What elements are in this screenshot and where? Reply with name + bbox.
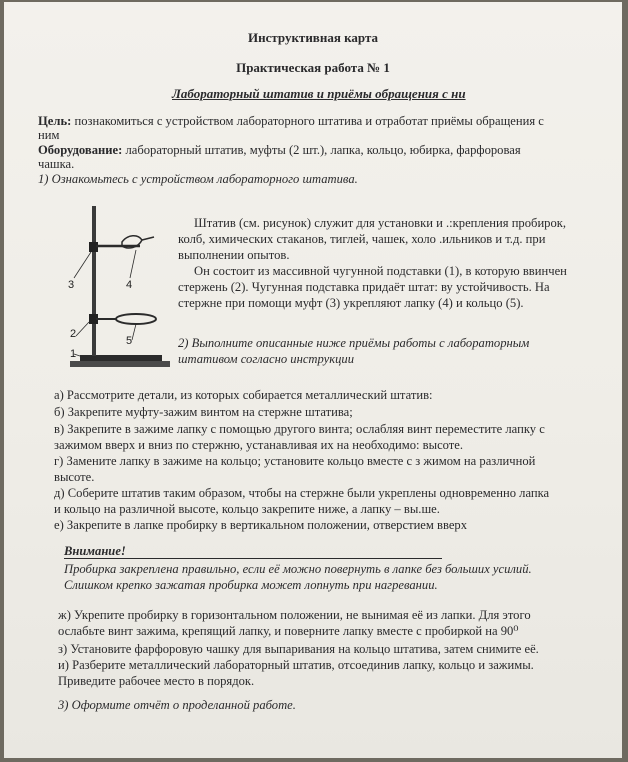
clamp-screw-shape bbox=[142, 237, 154, 240]
description-line-3: выполнении опытов. bbox=[178, 248, 290, 262]
step-3-heading: 3) Оформите отчёт о проделанной работе. bbox=[58, 698, 296, 712]
topic-title: Лабораторный штатив и приёмы обращения с ни bbox=[172, 86, 466, 101]
worksheet-page bbox=[4, 2, 622, 758]
goal-text: познакомиться с устройством лабораторного штатива и отработат приёмы обращения с bbox=[71, 114, 544, 128]
step-2-heading-line-1: 2) Выполните описанные ниже приёмы работы с лабораторным bbox=[178, 336, 530, 350]
step-zh-continued: ослабьте винт зажима, крепящий лапку, и поверните лапку вместе с пробиркой на 90⁰ bbox=[58, 624, 519, 638]
step-i: и) Разберите металлический лабораторный штатив, отсоединив лапку, кольцо и зажимы. bbox=[58, 658, 534, 672]
goal-text-continued: ним bbox=[38, 128, 60, 142]
figure-label-4: 4 bbox=[126, 279, 133, 291]
figure-label-2: 2 bbox=[70, 328, 77, 340]
description-line-5: стержень (2). Чугунная подставка придаёт штат: ву устойчивость. На bbox=[178, 280, 550, 294]
ring-shape bbox=[116, 314, 156, 324]
attention-label: Внимание! bbox=[64, 544, 126, 558]
stand-base-shadow bbox=[70, 361, 170, 367]
equipment-label: Оборудование: bbox=[38, 143, 123, 157]
step-1-heading: 1) Ознакомьтесь с устройством лабораторного штатива. bbox=[38, 172, 358, 186]
attention-line-1: Пробирка закреплена правильно, если её можно повернуть в лапке без больших усилий. bbox=[64, 562, 532, 576]
step-b: б) Закрепите муфту-зажим винтом на стержне штатива; bbox=[54, 405, 353, 419]
goal-line bbox=[38, 114, 544, 129]
step-zh: ж) Укрепите пробирку в горизонтальном положении, не вынимая её из лапки. Для этого bbox=[58, 608, 531, 622]
equipment-text: лабораторный штатив, муфты (2 шт.), лапка, кольцо, юбирка, фарфоровая bbox=[122, 143, 521, 157]
step-2-heading-line-2: штативом согласно инструкции bbox=[178, 352, 355, 366]
description-line-6: стержне при помощи муфт (3) укрепляют лапку (4) и кольцо (5). bbox=[178, 296, 524, 310]
step-g-continued: высоте. bbox=[54, 470, 95, 484]
equipment-line bbox=[38, 143, 521, 158]
step-v-continued: зажимом вверх и вниз по стержню, устанавливая их на необходимо: высоте. bbox=[54, 438, 464, 452]
step-z: з) Установите фарфоровую чашку для выпаривания на кольцо штатива, затем снимите её. bbox=[58, 642, 539, 656]
step-v: в) Закрепите в зажиме лапку с помощью другого винта; ослабляя винт переместите лапку с bbox=[54, 422, 545, 436]
attention-line-2: Слишком крепко зажатая пробирка может лопнуть при нагревании. bbox=[64, 578, 438, 592]
step-e: е) Закрепите в лапке пробирку в вертикальном положении, отверстием вверх bbox=[54, 518, 468, 532]
doc-type-title: Инструктивная карта bbox=[247, 30, 379, 45]
step-d-continued: и кольцо на различной высоте, кольцо закрепите ниже, а лапку – вы.ше. bbox=[54, 502, 440, 516]
work-title: Практическая работа № 1 bbox=[236, 60, 390, 75]
step-a: а) Рассмотрите детали, из которых собирается металлический штатив: bbox=[54, 388, 433, 402]
step-d: д) Соберите штатив таким образом, чтобы на стержне были укреплены одновременно лапка bbox=[54, 486, 550, 500]
goal-label: Цель: bbox=[38, 114, 72, 128]
equipment-text-continued: чашка. bbox=[38, 157, 75, 171]
figure-label-5: 5 bbox=[126, 335, 133, 347]
step-g: г) Замените лапку в зажиме на кольцо; установите кольцо вместе с з жимом на различной bbox=[54, 454, 536, 468]
figure-label-1: 1 bbox=[70, 348, 77, 360]
lab-stand-figure bbox=[56, 192, 172, 374]
description-line-4: Он состоит из массивной чугунной подставки (1), в которую ввинчен bbox=[194, 264, 567, 278]
description-line-2: колб, химических стаканов, тиглей, чашек, холо .ильников и т.д. при bbox=[178, 232, 546, 246]
description-line-1: Штатив (см. рисунок) служит для установки и .:крепления пробирок, bbox=[194, 216, 567, 230]
attention-underline bbox=[64, 558, 442, 559]
step-i-continued: Приведите рабочее место в порядок. bbox=[58, 674, 255, 688]
figure-label-3: 3 bbox=[68, 279, 75, 291]
stand-rod-shape bbox=[92, 206, 96, 356]
